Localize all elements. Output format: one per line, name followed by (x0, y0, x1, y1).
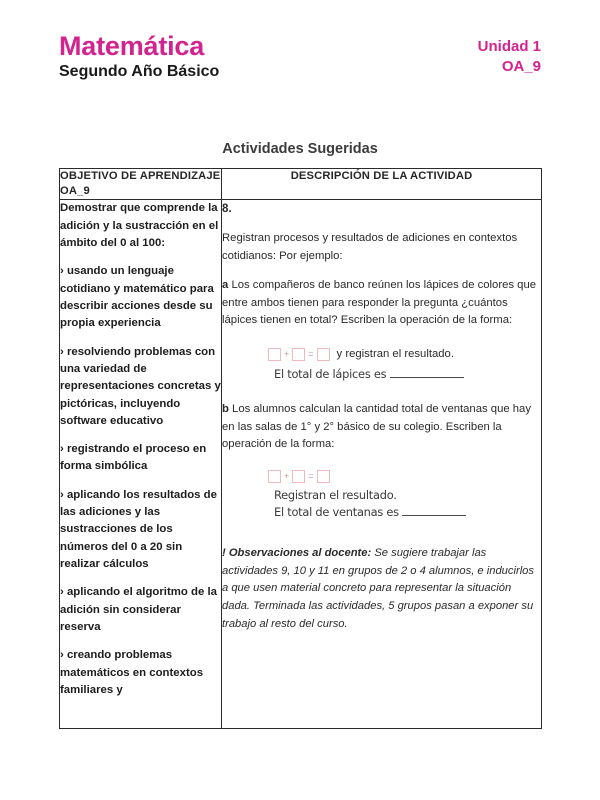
objective-cell (60, 200, 222, 729)
item-a-text: Los compañeros de banco reúnen los lápices de colores que entre ambos tienen para responder la pregunta ¿cuántos lápices tienen en total? Escriben la operación de la forma: (222, 279, 537, 327)
blank-fill-b (402, 515, 466, 516)
table-body-row (60, 200, 542, 729)
item-letter-b: b (222, 403, 229, 416)
oa-code-label: OA_9 (501, 58, 541, 76)
result-line-a-label: El total de lápices es (274, 367, 387, 382)
objective-intro: Demostrar que comprende la adición y la sustracción en el ámbito del 0 al 100: (60, 202, 219, 249)
operand-box-icon (268, 470, 281, 483)
header-right-group (478, 32, 541, 78)
column-header-description: DESCRIPCIÓN DE LA ACTIVIDAD (222, 169, 542, 200)
item-letter-a: a (222, 279, 229, 292)
description-cell (222, 200, 542, 729)
operand-box-icon (292, 470, 305, 483)
plus-sign-icon: + (284, 470, 290, 481)
objective-bullet: › resolviendo problemas con una variedad de representaciones concretas y pictóricas, incluyendo software educativo (60, 345, 221, 427)
register-line-b: Registran el resultado. (274, 487, 397, 502)
blank-fill-a (390, 377, 464, 378)
teacher-note (222, 545, 541, 633)
unit-label: Unidad 1 (477, 38, 541, 55)
activity-item-b (222, 401, 541, 454)
teacher-note-body: Se sugiere trabajar las actividades 9, 10 y 11 en grupos de 2 o 4 alumnos, e inducirlos a que usen material concreto para representar la situación dada. Terminada las actividades, 5 grupos pasan a exponer su trabajo al resto del curso. (222, 547, 534, 630)
activity-intro: Registran procesos y resultados de adiciones en contextos cotidianos: Por ejemplo: (222, 232, 518, 262)
plus-sign-icon: + (284, 348, 290, 359)
column-header-objective: OBJETIVO DE APRENDIZAJE OA_9 (60, 169, 222, 200)
activities-table (59, 168, 542, 729)
grade-title: Segundo Año Básico (59, 63, 220, 81)
result-line-b (274, 504, 541, 521)
result-line-a (274, 366, 541, 383)
objective-bullet: › creando problemas matemáticos en contextos familiares y (60, 649, 204, 697)
equation-b (268, 470, 541, 483)
objective-bullet: › usando un lenguaje cotidiano y matemático para describir acciones desde su propia experiencia (60, 265, 214, 330)
document-header (59, 32, 541, 82)
table-header-row (60, 169, 542, 200)
activity-item-a (222, 277, 541, 330)
result-line-b-label: El total de ventanas es (274, 504, 399, 519)
objective-bullet: › aplicando el algoritmo de la adición sin considerar reserva (60, 586, 217, 634)
operand-box-icon (292, 348, 305, 361)
teacher-note-lead: ! Observaciones al docente: (222, 547, 372, 560)
operand-box-icon (268, 348, 281, 361)
equals-sign-icon: = (308, 348, 314, 359)
equation-a (268, 346, 541, 364)
equation-a-trailing-text: y registran el resultado. (336, 347, 454, 360)
activity-number: 8. (222, 202, 232, 216)
objective-bullet: › registrando el proceso en forma simbólica (60, 443, 207, 473)
item-b-text: Los alumnos calculan la cantidad total de ventanas que hay en las salas de 1° y 2° básico de su colegio. Escriben la operación de la forma: (222, 403, 531, 451)
equals-sign-icon: = (308, 470, 314, 481)
objective-bullet: › aplicando los resultados de las adiciones y las sustracciones de los números del 0 a 20 sin realizar cálculos (60, 488, 217, 571)
section-title: Actividades Sugeridas (222, 141, 378, 157)
result-box-icon (317, 348, 330, 361)
result-box-icon (317, 470, 330, 483)
header-left-group (59, 32, 219, 82)
subject-title: Matemática (59, 31, 205, 61)
